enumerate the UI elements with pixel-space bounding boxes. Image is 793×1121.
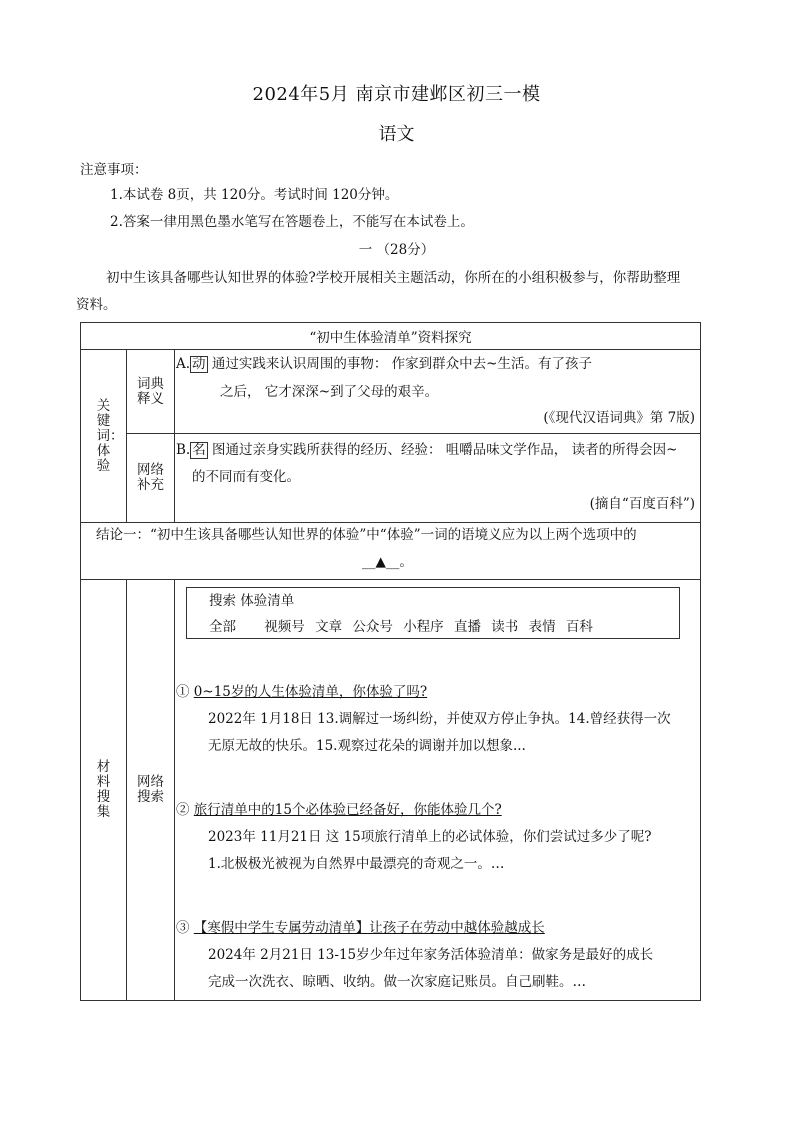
search-tab-official: 公众号: [352, 619, 393, 635]
section-label: 一 （28分）: [358, 242, 435, 258]
section-intro-line1: 初中生该具备哪些认知世界的体验?学校开展相关主题活动，你所在的小组积极参与，你帮助整理: [106, 270, 681, 286]
dict-prefix: A.: [176, 356, 191, 372]
material-cell: [81, 580, 127, 1001]
search-tab-article: 文章: [315, 619, 343, 635]
net-label: 网络补充: [137, 462, 164, 493]
result-1-line-2: 无原无故的快乐。15.观察过花朵的调谢并加以想象...: [208, 738, 526, 754]
result-1-title-row: [176, 682, 427, 702]
net-line-1: [176, 440, 677, 460]
notice-heading: 注意事项：: [80, 162, 148, 178]
section-intro-line2: 资料。: [76, 297, 117, 313]
result-3-title-row: [176, 918, 545, 938]
result-1-num: ①: [176, 684, 190, 700]
search-label: 网络搜索: [137, 774, 164, 805]
result-3-title: 【寒假中学生专属劳动清单】让孩子在劳动中越体验越成长: [193, 920, 545, 936]
dict-label-cell: [127, 350, 175, 434]
dict-label: 词典释义: [137, 375, 164, 407]
table-caption-text: “初中生体验清单”资料探究: [309, 330, 472, 346]
dict-source: (《现代汉语词典》第 7版): [543, 410, 695, 426]
notice-item-1: 1.本试卷 8页，共 120分。考试时间 120分钟。: [110, 187, 399, 203]
result-3-line-2: 完成一次洗衣、晾晒、收纳。做一次家庭记账员。自己刷鞋。…: [208, 974, 586, 990]
search-tab-emoji: 表情: [528, 619, 556, 635]
conclusion-line-1: 结论一：“初中生该具备哪些认知世界的体验”中“体验”一词的语境义应为以上两个选项中的: [96, 527, 637, 543]
conclusion-blank: __▲__。: [362, 554, 413, 570]
search-tab-live: 直播: [453, 619, 481, 635]
net-label-cell: [127, 434, 175, 523]
search-tab-miniapp: 小程序: [403, 619, 444, 635]
material-label: 材料搜集: [96, 759, 111, 820]
dict-line-2: 之后， 它才深深~到了父母的艰辛。: [220, 384, 439, 400]
dict-line1-text: 通过实践来认识周围的事物： 作家到群众中去~生活。有了孩子: [211, 356, 592, 372]
search-tabs: [209, 617, 593, 637]
search-tab-video: 视频号: [264, 619, 305, 635]
result-2-line-2: 1.北极极光被视为自然界中最漂亮的奇观之一。…: [208, 856, 505, 872]
net-pos-box: 名: [192, 442, 206, 458]
search-bar: [186, 587, 680, 639]
exam-title: 2024年5月 南京市建邺区初三一模: [252, 84, 541, 105]
search-tab-wiki: 百科: [565, 619, 593, 635]
result-2-title-row: [176, 800, 502, 820]
result-1-line-1: 2022年 1月18日 13.调解过一场纠纷，并使双方停止争执。14.曾经获得一次: [208, 711, 671, 727]
net-line-2: 的不同而有变化。: [192, 469, 300, 485]
table-caption: [81, 323, 701, 350]
net-source: (摘自“百度百科”): [589, 496, 695, 512]
search-tab-all: 全部: [209, 619, 236, 635]
result-2-line-1: 2023年 11月21日 这 15项旅行清单上的必试体验，你们尝试过多少了呢?: [208, 829, 652, 845]
notice-item-2: 2.答案一律用黑色墨水笔写在答题卷上，不能写在本试卷上。: [110, 214, 474, 230]
net-line1-text: 图通过亲身实践所获得的经历、经验： 咀嚼品味文学作品， 读者的所得会因~: [212, 442, 678, 458]
subject-title: 语文: [378, 124, 415, 145]
net-prefix: B.: [176, 442, 191, 458]
search-label-cell: [127, 580, 175, 1001]
result-2-num: ②: [176, 802, 190, 818]
dict-line-1: [176, 354, 592, 374]
result-2-title: 旅行清单中的15个必体验已经备好，你能体验几个?: [193, 802, 502, 818]
search-tab-books: 读书: [491, 619, 519, 635]
search-query: 搜索 体验清单: [209, 593, 295, 609]
keyword-label: 关键词：体验: [96, 397, 124, 474]
result-3-line-1: 2024年 2月21日 13-15岁少年过年家务活体验清单：做家务是最好的成长: [208, 947, 654, 963]
dict-pos-box: 动: [192, 356, 206, 372]
keyword-cell: [81, 350, 127, 523]
result-1-title: 0~15岁的人生体验清单，你体验了吗?: [193, 684, 428, 700]
result-3-num: ③: [176, 920, 190, 936]
